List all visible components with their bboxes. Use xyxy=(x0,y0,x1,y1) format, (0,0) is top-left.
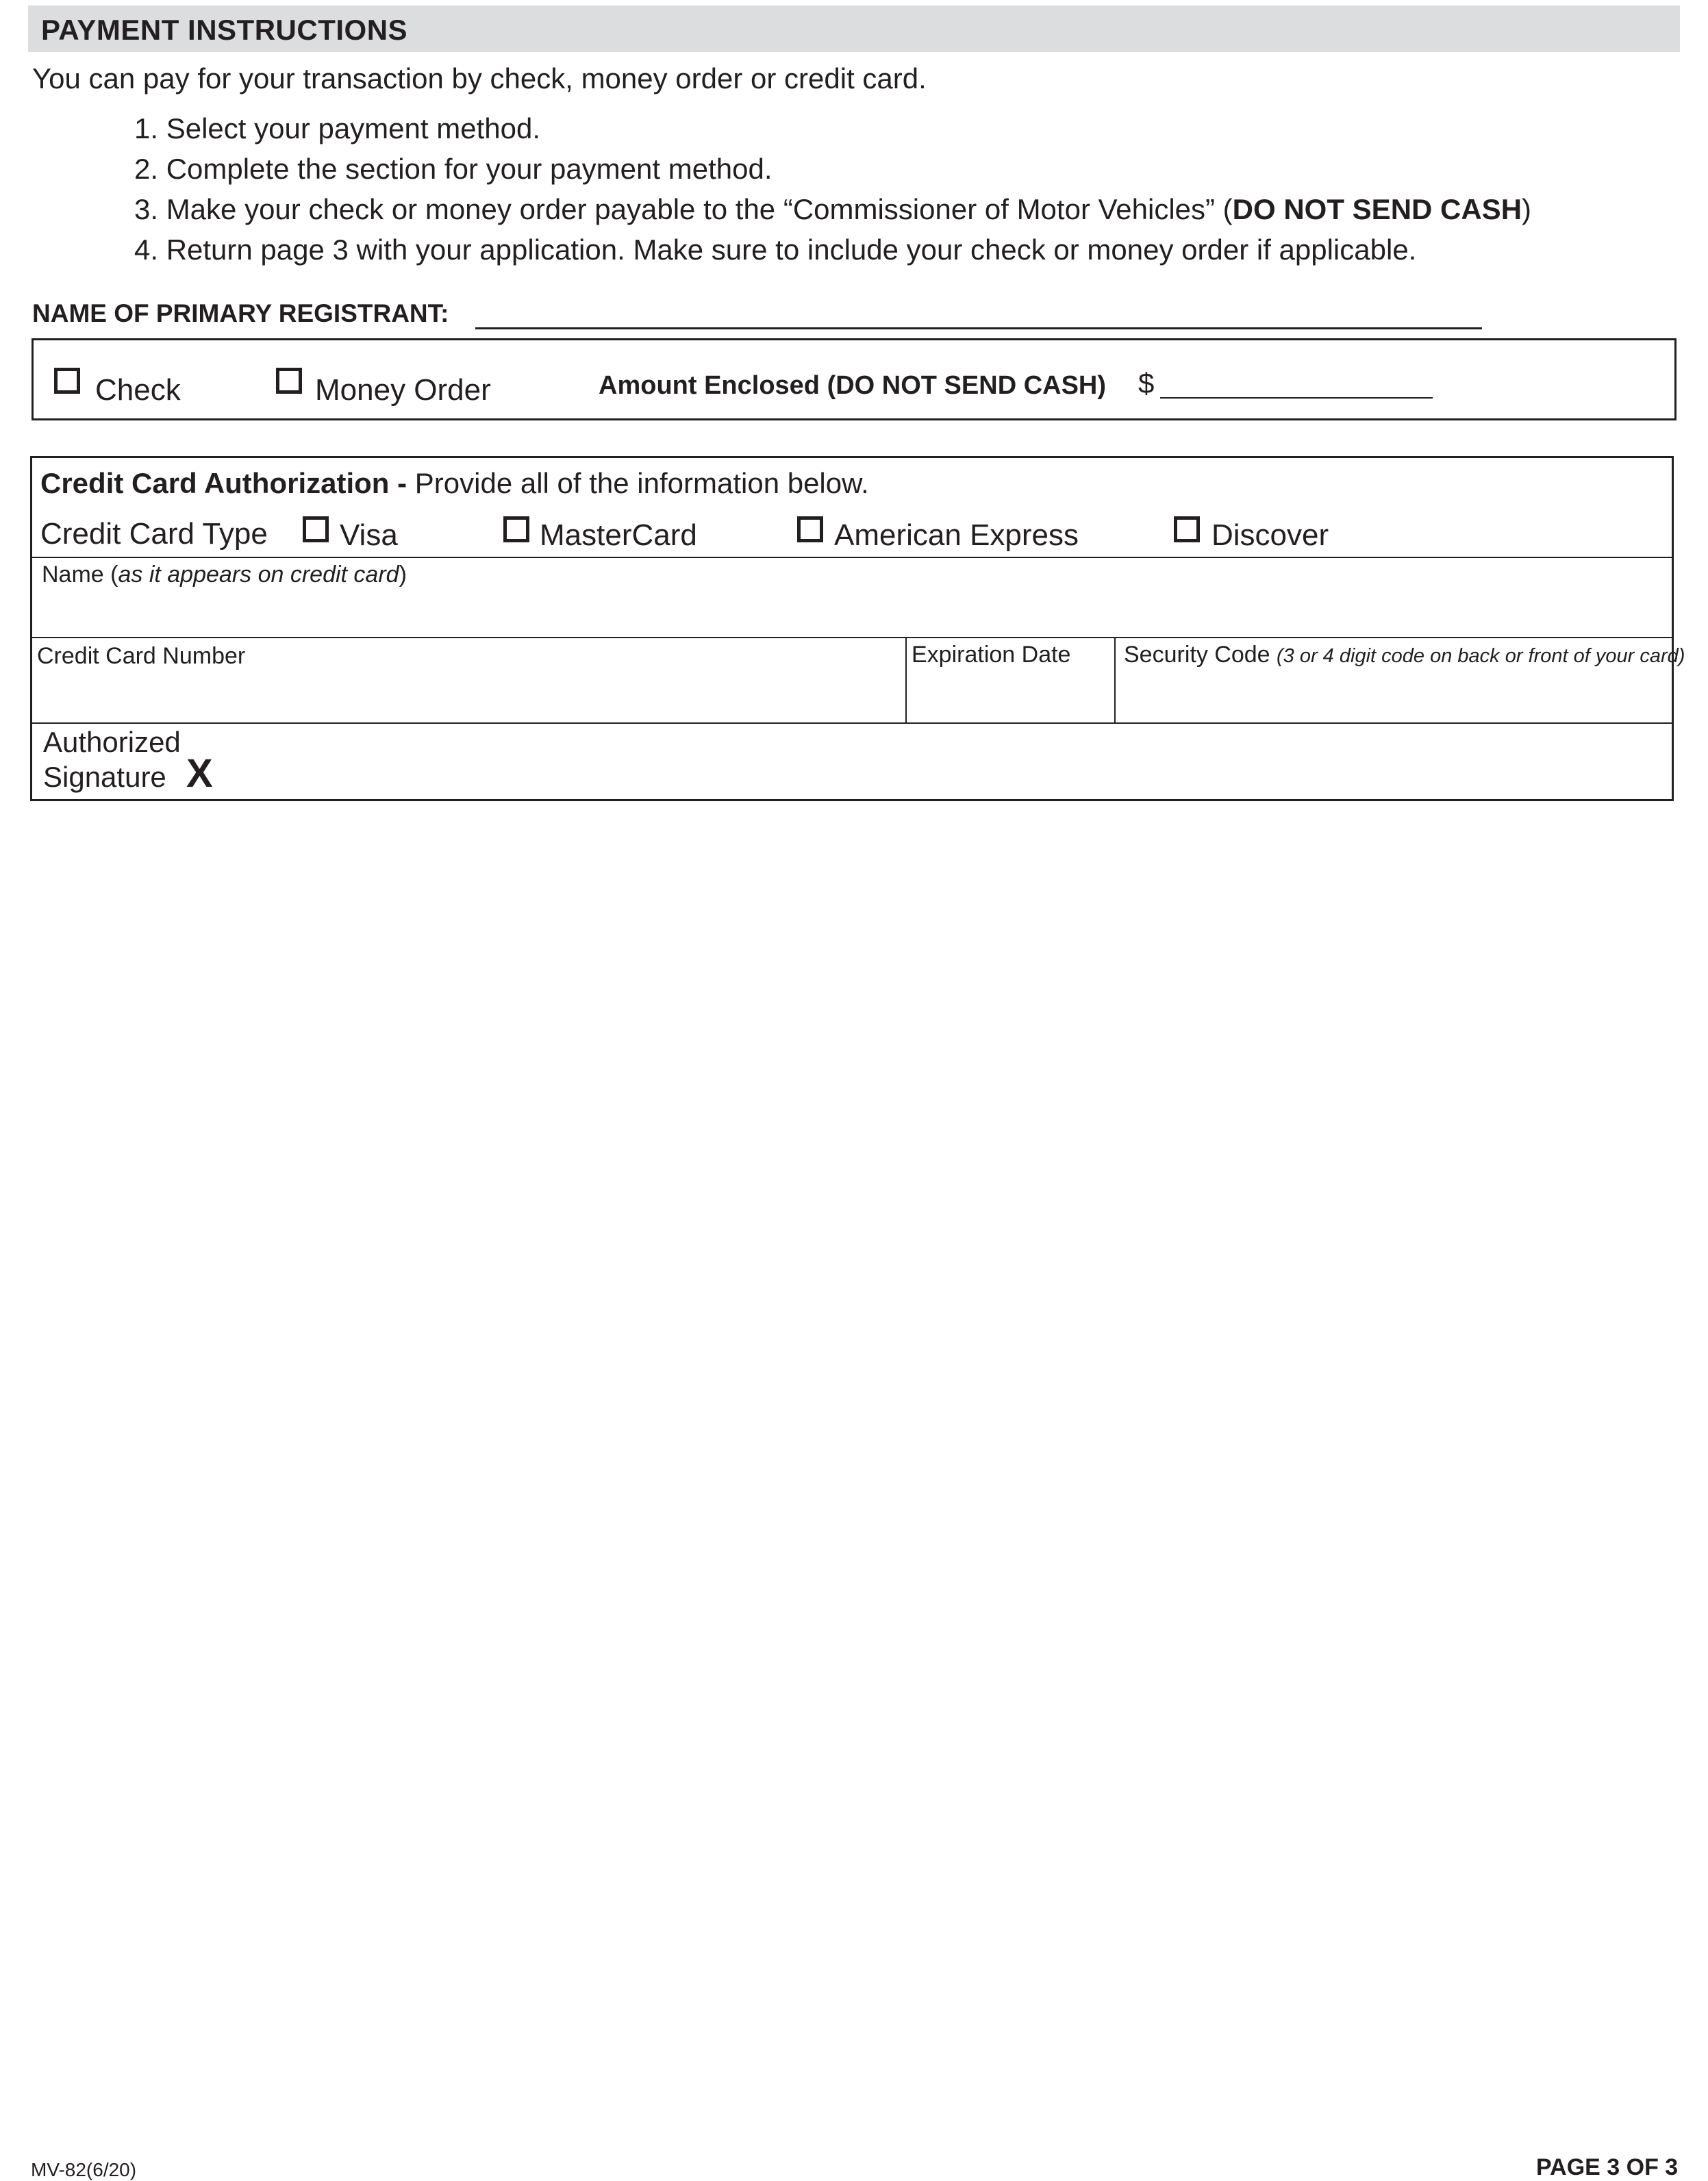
visa-label: Visa xyxy=(340,518,398,552)
divider xyxy=(905,637,907,722)
credit-card-title: Credit Card Authorization - Provide all of the information below. xyxy=(40,467,869,499)
expiration-date-label: Expiration Date xyxy=(912,642,1071,668)
credit-card-type-label: Credit Card Type xyxy=(40,517,268,551)
signature-label-line1: Authorized xyxy=(43,726,181,758)
divider xyxy=(30,637,1674,638)
signature-x-mark: X xyxy=(186,751,213,796)
instruction-step-2: 2. Complete the section for your payment method. xyxy=(134,153,773,185)
instruction-step-1: 1. Select your payment method. xyxy=(134,112,540,144)
security-code-label: Security Code (3 or 4 digit code on back or front of your card) xyxy=(1124,642,1685,668)
american-express-checkbox[interactable] xyxy=(797,516,823,542)
money-order-checkbox[interactable] xyxy=(276,368,302,394)
instruction-step-4: 4. Return page 3 with your application. Make sure to include your check or money order if applicable. xyxy=(134,234,1417,266)
visa-checkbox[interactable] xyxy=(303,516,329,542)
check-checkbox[interactable] xyxy=(54,368,80,394)
registrant-name-label: NAME OF PRIMARY REGISTRANT: xyxy=(32,299,449,327)
american-express-label: American Express xyxy=(834,518,1079,552)
cardholder-name-label: Name (as it appears on credit card) xyxy=(42,562,407,588)
card-number-field[interactable] xyxy=(32,675,902,720)
section-title: PAYMENT INSTRUCTIONS xyxy=(41,14,408,46)
card-number-label: Credit Card Number xyxy=(37,643,246,669)
mastercard-label: MasterCard xyxy=(540,518,697,552)
divider xyxy=(30,722,1674,724)
amount-enclosed-field[interactable] xyxy=(1160,397,1433,399)
divider xyxy=(1114,637,1116,722)
discover-label: Discover xyxy=(1211,518,1329,552)
expiration-date-field[interactable] xyxy=(908,675,1112,720)
check-label: Check xyxy=(95,373,181,407)
intro-text: You can pay for your transaction by check, money order or credit card. xyxy=(32,62,927,94)
signature-field[interactable] xyxy=(233,727,1671,798)
page-number: PAGE 3 OF 3 xyxy=(1536,2154,1679,2180)
signature-label-line2: Signature xyxy=(43,761,166,793)
cardholder-name-field[interactable] xyxy=(32,593,1672,634)
security-code-field[interactable] xyxy=(1117,675,1672,720)
registrant-name-field[interactable] xyxy=(475,327,1482,329)
amount-enclosed-label: Amount Enclosed (DO NOT SEND CASH) xyxy=(599,371,1107,400)
discover-checkbox[interactable] xyxy=(1174,516,1200,542)
dollar-sign: $ xyxy=(1138,367,1155,399)
divider xyxy=(30,557,1674,558)
form-id: MV-82(6/20) xyxy=(31,2159,137,2180)
mastercard-checkbox[interactable] xyxy=(503,516,529,542)
instruction-step-3: 3. Make your check or money order payable to the “Commissioner of Motor Vehicles” (DO NOT SEND CASH) xyxy=(134,193,1532,225)
money-order-label: Money Order xyxy=(315,373,491,407)
